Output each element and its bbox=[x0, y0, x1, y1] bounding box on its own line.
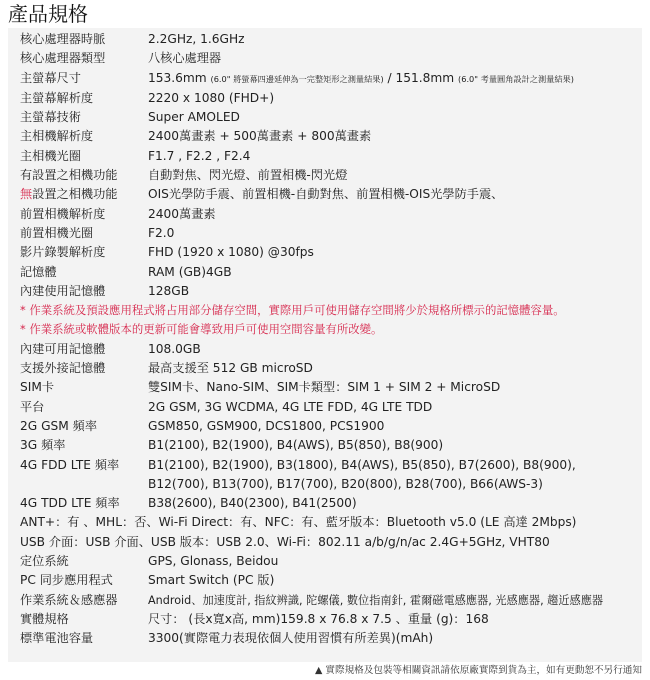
spec-label: 記憶體 bbox=[20, 264, 57, 279]
spec-label: 標準電池容量 bbox=[20, 631, 94, 646]
spec-row bbox=[20, 629, 640, 648]
spec-row bbox=[20, 127, 640, 146]
spec-label: 核心處理器時脈 bbox=[20, 32, 106, 46]
screen-size-note-b: (6.0" 考量圓角設計之測量結果) bbox=[458, 73, 574, 84]
update-note: * 作業系統或軟體版本的更新可能會導致用戶可使用空間容量有所改變。 bbox=[20, 322, 383, 337]
spec-value bbox=[148, 69, 640, 89]
spec-value: Smart Switch (PC 版) bbox=[148, 573, 275, 588]
spec-value: FHD (1920 x 1080) @30fps bbox=[148, 245, 314, 260]
spec-row bbox=[20, 30, 640, 49]
spec-label: 作業系統＆感應器 bbox=[20, 592, 118, 607]
spec-value: 2400萬畫素 + 500萬畫素 + 800萬畫素 bbox=[148, 129, 372, 144]
spec-label: 主相機光圈 bbox=[20, 148, 81, 163]
spec-row bbox=[20, 456, 640, 475]
spec-label: 支援外接記憶體 bbox=[20, 361, 106, 376]
spec-row bbox=[20, 436, 640, 455]
spec-label: 平台 bbox=[20, 399, 45, 414]
spec-row bbox=[20, 378, 640, 397]
spec-value: 2.2GHz, 1.6GHz bbox=[148, 32, 245, 46]
spec-row bbox=[20, 69, 640, 89]
spec-row bbox=[20, 243, 640, 262]
footer-notice: ▲ 實際規格及包裝等相關資訊請依原廠實際到貨為主，如有更動恕不另行通知 bbox=[314, 665, 642, 676]
spec-label: 影片錄製解析度 bbox=[20, 245, 106, 260]
spec-label: SIM卡 bbox=[20, 380, 55, 395]
spec-row bbox=[20, 166, 640, 185]
spec-row bbox=[20, 340, 640, 359]
spec-row bbox=[20, 89, 640, 108]
spec-label bbox=[20, 475, 148, 494]
spec-row bbox=[20, 475, 640, 494]
spec-row bbox=[20, 108, 640, 127]
spec-label: 核心處理器類型 bbox=[20, 51, 106, 66]
spec-label: 主螢幕解析度 bbox=[20, 90, 94, 105]
spec-value: 3300(實際電力表現依個人使用習慣有所差異)(mAh) bbox=[148, 631, 434, 646]
spec-value: 128GB bbox=[148, 283, 190, 298]
spec-label: 內建可用記憶體 bbox=[20, 341, 106, 356]
spec-label: 前置相機解析度 bbox=[20, 206, 106, 221]
spec-value: 自動對焦、閃光燈、前置相機-閃光燈 bbox=[148, 168, 348, 183]
spec-value: 尺寸： (長x寬x高, mm)159.8 x 76.8 x 7.5 、重量 (g)：168 bbox=[148, 611, 489, 626]
spec-value: B38(2600), B40(2300), B41(2500) bbox=[148, 496, 357, 511]
spec-label: 主螢幕尺寸 bbox=[20, 70, 81, 85]
spec-value: GSM850, GSM900, DCS1800, PCS1900 bbox=[148, 418, 385, 433]
spec-value: B1(2100), B2(1900), B3(1800), B4(AWS), B5(850), B7(2600), B8(900), bbox=[148, 457, 576, 472]
spec-panel bbox=[8, 28, 642, 662]
spec-value: 2220 x 1080 (FHD+) bbox=[148, 90, 275, 105]
spec-row bbox=[20, 398, 640, 417]
spec-value: RAM (GB)4GB bbox=[148, 264, 232, 279]
spec-label: 主螢幕技術 bbox=[20, 110, 81, 125]
spec-label-rest: 設置之相機功能 bbox=[32, 187, 118, 202]
spec-label: 有設置之相機功能 bbox=[20, 168, 118, 183]
spec-row bbox=[20, 571, 640, 590]
spec-row bbox=[20, 610, 640, 629]
spec-value: GPS, Glonass, Beidou bbox=[148, 554, 279, 569]
screen-size-a: 153.6mm bbox=[148, 70, 207, 85]
spec-label: 前置相機光圈 bbox=[20, 225, 94, 240]
spec-value: B12(700), B13(700), B17(700), B20(800), B28(700), B66(AWS-3) bbox=[148, 476, 543, 491]
spec-label: 實體規格 bbox=[20, 611, 69, 626]
spec-label: PC 同步應用程式 bbox=[20, 573, 113, 588]
spec-row bbox=[20, 147, 640, 166]
connectivity-line: ANT+：有 、MHL：否、Wi-Fi Direct：有、NFC：有、藍牙版本：Bluetooth v5.0 (LE 高達 2Mbps) bbox=[20, 515, 577, 530]
spec-value: OIS光學防手震、前置相機-自動對焦、前置相機-OIS光學防手震、 bbox=[148, 187, 504, 202]
spec-value: 2400萬畫素 bbox=[148, 206, 216, 221]
spec-value: 八核心處理器 bbox=[148, 51, 222, 66]
spec-value: 最高支援至 512 GB microSD bbox=[148, 361, 313, 376]
spec-label: 3G 頻率 bbox=[20, 438, 66, 453]
screen-size-note-a: (6.0" 將螢幕四邊延伸為一完整矩形之測量結果) bbox=[210, 73, 384, 84]
spec-row bbox=[20, 494, 640, 513]
spec-table bbox=[20, 30, 640, 649]
spec-value: Android、加速度計, 指紋辨識, 陀螺儀, 數位指南針, 霍爾磁電感應器, 光感應器, 趨近感應器 bbox=[148, 593, 604, 607]
spec-row bbox=[20, 591, 640, 610]
spec-row bbox=[20, 417, 640, 436]
spec-value: B1(2100), B2(1900), B4(AWS), B5(850), B8(900) bbox=[148, 438, 444, 453]
spec-label: 2G GSM 頻率 bbox=[20, 418, 98, 433]
spec-value: 108.0GB bbox=[148, 341, 201, 356]
spec-value: 2G GSM, 3G WCDMA, 4G LTE FDD, 4G LTE TDD bbox=[148, 399, 433, 414]
spec-row bbox=[20, 205, 640, 224]
spec-row bbox=[20, 359, 640, 378]
spec-value: 雙SIM卡、Nano-SIM、SIM卡類型：SIM 1 + SIM 2 + MicroSD bbox=[148, 380, 501, 395]
storage-note: * 作業系統及預設應用程式將占用部分儲存空間，實際用戶可使用儲存空間將少於規格所標示的記憶體容量。 bbox=[20, 303, 565, 318]
spec-label bbox=[20, 185, 148, 204]
spec-label: 4G TDD LTE 頻率 bbox=[20, 496, 120, 511]
spec-label: 主相機解析度 bbox=[20, 129, 94, 144]
spec-row bbox=[20, 263, 640, 282]
spec-value: F2.0 bbox=[148, 225, 175, 240]
screen-size-b: / 151.8mm bbox=[383, 70, 455, 85]
spec-label: 定位系統 bbox=[20, 554, 69, 569]
spec-label: 4G FDD LTE 頻率 bbox=[20, 457, 120, 472]
spec-row bbox=[20, 49, 640, 68]
spec-row bbox=[20, 282, 640, 301]
spec-row bbox=[20, 224, 640, 243]
spec-label-red: 無 bbox=[20, 187, 33, 202]
spec-row bbox=[20, 552, 640, 571]
usb-wifi-line: USB 介面：USB 介面、USB 版本：USB 2.0、Wi-Fi：802.11 a/b/g/n/ac 2.4G+5GHz, VHT80 bbox=[20, 534, 550, 549]
page-title: 產品規格 bbox=[8, 2, 642, 30]
spec-value: F1.7 , F2.2 , F2.4 bbox=[148, 148, 251, 163]
spec-row bbox=[20, 185, 640, 204]
spec-label: 內建使用記憶體 bbox=[20, 283, 106, 298]
spec-value: Super AMOLED bbox=[148, 110, 240, 125]
